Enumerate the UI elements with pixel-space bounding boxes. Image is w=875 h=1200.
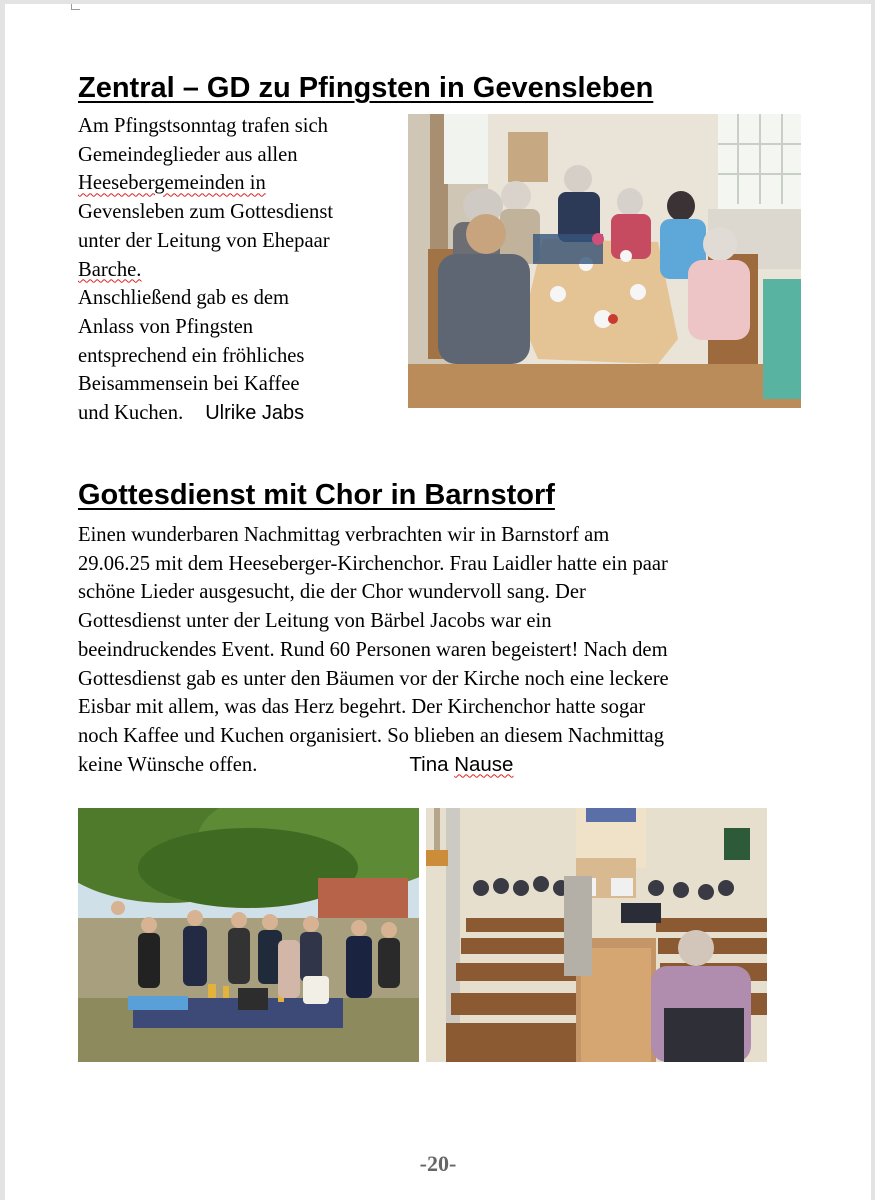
spellcheck-word: Heesebergemeinden in	[78, 172, 266, 195]
page-number: -20-	[419, 1151, 457, 1176]
photo-outdoor-icebar	[78, 808, 419, 1062]
section1-line	[78, 169, 408, 198]
section2-author-first: Tina	[409, 752, 449, 776]
section2-last-line: keine Wünsche offen.	[78, 753, 258, 776]
photo-church-interior	[426, 808, 767, 1062]
section2-line: noch Kaffee und Kuchen organisiert. So blieben an diesem Nachmittag	[78, 724, 664, 747]
section2-body	[78, 521, 838, 779]
section2-line: Gottesdienst gab es unter den Bäumen vor der Kirche noch eine leckere	[78, 667, 669, 690]
section1-last-line: und Kuchen.	[78, 402, 184, 425]
church-interior-image	[426, 808, 767, 1062]
section1-line: entsprechend ein fröhliches	[78, 344, 305, 367]
section2-line	[78, 751, 838, 780]
section1-line: Anschließend gab es dem	[78, 287, 290, 310]
section1-author: Ulrike Jabs	[205, 402, 305, 425]
section1-line: Beisammensein bei Kaffee	[78, 373, 300, 396]
section1-body	[78, 112, 408, 428]
outdoor-icebar-image	[78, 808, 419, 1062]
section2-line: Eisbar mit allem, was das Herz begehrt. Der Kirchenchor hatte sogar	[78, 696, 646, 719]
section1-line: Anlass von Pfingsten	[78, 315, 254, 338]
section2-line: Einen wunderbaren Nachmittag verbrachten wir in Barnstorf am	[78, 524, 610, 546]
section2-line: schöne Lieder ausgesucht, die der Chor wundervoll sang. Der	[78, 581, 586, 604]
section1-line: Am Pfingstsonntag trafen sich	[78, 115, 328, 137]
section2-line: Gottesdienst unter der Leitung von Bärbel Jacobs war ein	[78, 610, 552, 633]
photo-coffee-gathering	[408, 114, 801, 408]
section2-author	[409, 753, 513, 776]
section2-line: 29.06.25 mit dem Heeseberger-Kirchenchor. Frau Laidler hatte ein paar	[78, 552, 668, 575]
margin-corner-mark	[71, 4, 80, 10]
section2-line: beeindruckendes Event. Rund 60 Personen waren begeistert! Nach dem	[78, 638, 668, 661]
section1-heading: Zentral – GD zu Pfingsten in Gevensleben	[78, 72, 654, 104]
coffee-gathering-image	[408, 114, 801, 408]
spellcheck-word: Barche.	[78, 258, 142, 281]
section2-heading: Gottesdienst mit Chor in Barnstorf	[78, 479, 555, 511]
section1-line	[78, 256, 408, 285]
section1-line: unter der Leitung von Ehepaar	[78, 229, 330, 252]
section2-author-last: Nause	[454, 752, 514, 776]
section1-line: Gemeindeglieder aus allen	[78, 143, 298, 166]
section1-line	[78, 399, 408, 428]
section1-line: Gevensleben zum Gottesdienst	[78, 201, 334, 224]
document-page	[5, 4, 871, 1200]
